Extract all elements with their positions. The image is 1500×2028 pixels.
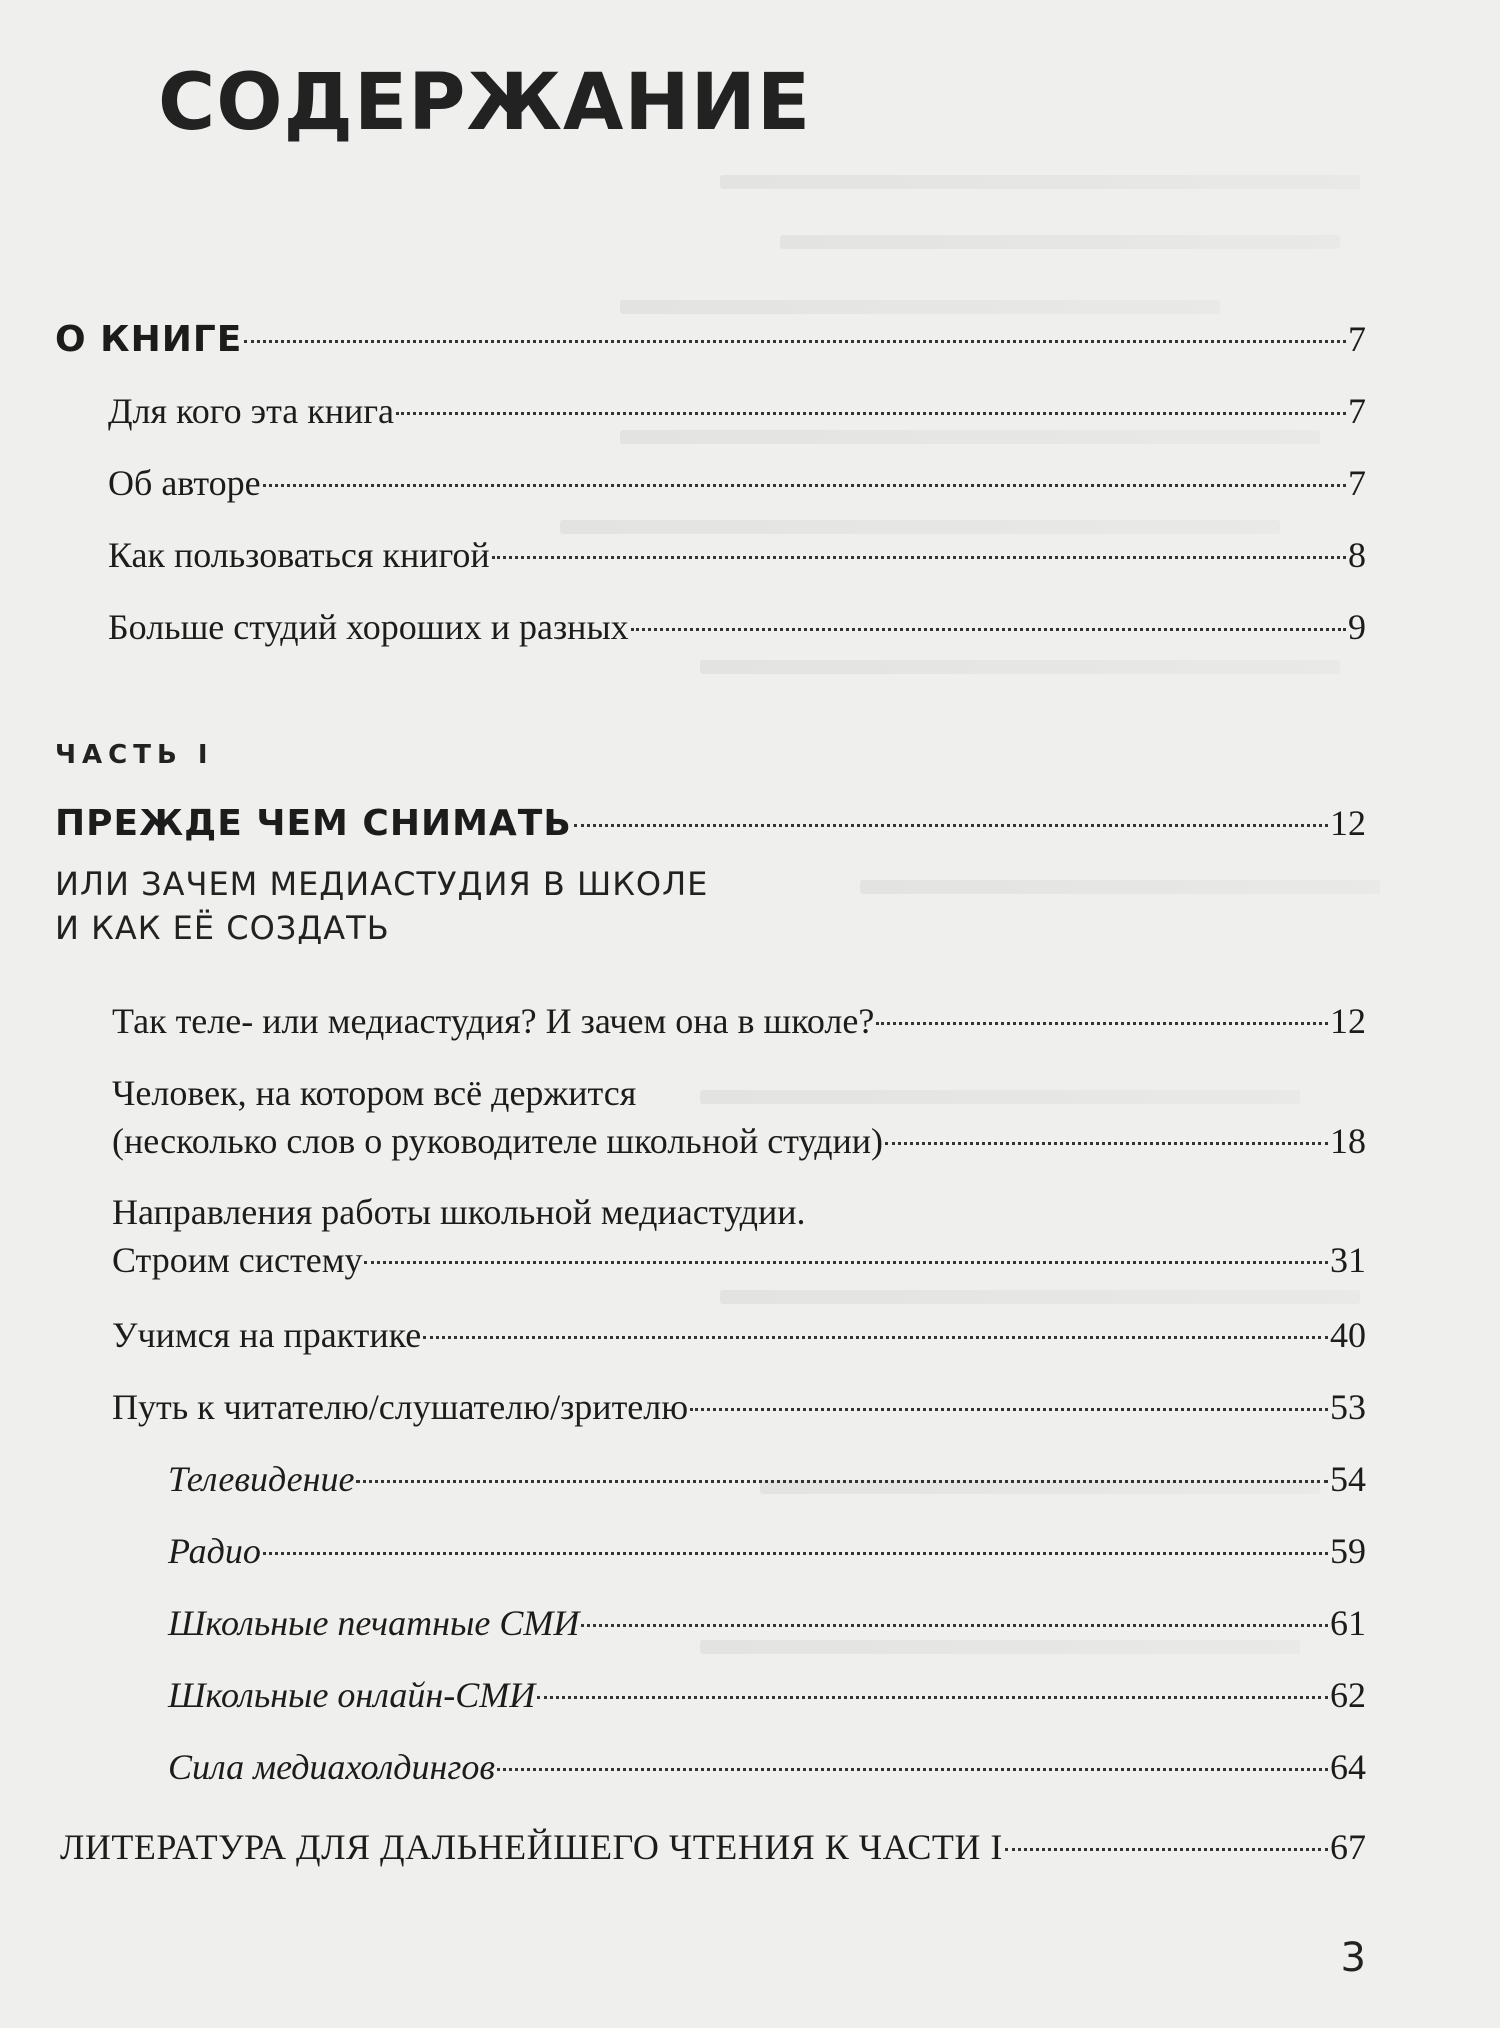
toc-section-about[interactable] (55, 318, 1366, 360)
toc-page: 8 (1348, 535, 1366, 575)
toc-label: ЛИТЕРАТУРА ДЛЯ ДАЛЬНЕЙШЕГО ЧТЕНИЯ К ЧАСТИ I (60, 1827, 1003, 1867)
part-subtitle (55, 862, 708, 950)
toc-subitem[interactable] (168, 1746, 1366, 1788)
leader-dots (396, 412, 1346, 415)
toc-item-multiline[interactable] (112, 1072, 1366, 1161)
part-label: ЧАСТЬ I (55, 740, 214, 770)
toc-item-multiline[interactable] (112, 1191, 1366, 1280)
toc-page: 12 (1330, 803, 1366, 843)
leader-dots (364, 1261, 1328, 1264)
leader-dots (690, 1408, 1328, 1411)
toc-page: 59 (1330, 1531, 1366, 1571)
toc-label-line1: Направления работы школьной медиастудии. (112, 1192, 806, 1232)
toc-page: 64 (1330, 1747, 1366, 1787)
part-subtitle-line: И КАК ЕЁ СОЗДАТЬ (55, 909, 390, 947)
toc-page: 61 (1330, 1603, 1366, 1643)
toc-item[interactable] (112, 1386, 1366, 1428)
toc-item[interactable] (108, 390, 1366, 432)
leader-dots (263, 1552, 1328, 1555)
leader-dots (356, 1480, 1328, 1483)
toc-label: Школьные печатные СМИ (168, 1603, 580, 1643)
toc-subitem[interactable] (168, 1530, 1366, 1572)
toc-page: 9 (1348, 607, 1366, 647)
toc-page: 18 (1330, 1121, 1366, 1161)
toc-label-line2: (несколько слов о руководителе школьной студии) (112, 1121, 884, 1161)
toc-item[interactable] (108, 534, 1366, 576)
toc-page: 7 (1348, 391, 1366, 431)
toc-subitem[interactable] (168, 1674, 1366, 1716)
toc-label: Как пользоваться книгой (108, 535, 490, 575)
leader-dots (497, 1768, 1328, 1771)
leader-dots (492, 556, 1346, 559)
toc-label: Путь к читателю/слушателю/зрителю (112, 1387, 689, 1427)
toc-item[interactable] (108, 606, 1366, 648)
toc-label: Больше студий хороших и разных (108, 607, 629, 647)
toc-page: 54 (1330, 1459, 1366, 1499)
toc-label: Учимся на практике (112, 1315, 422, 1355)
toc-item-line2 (112, 1120, 1366, 1162)
leader-dots (581, 1624, 1328, 1627)
toc-label: Сила медиахолдингов (168, 1747, 496, 1787)
leader-dots (574, 824, 1328, 827)
toc-item-line2 (112, 1239, 1366, 1281)
toc-label: О КНИГЕ (55, 319, 243, 360)
toc-label: Радио (168, 1531, 261, 1571)
toc-label-line2: Строим систему (112, 1240, 363, 1280)
leader-dots (885, 1142, 1328, 1145)
toc-page: 67 (1330, 1827, 1366, 1867)
toc-label: Об авторе (108, 463, 261, 503)
toc-page: 62 (1330, 1675, 1366, 1715)
toc-page: 40 (1330, 1315, 1366, 1355)
leader-dots (876, 1022, 1328, 1025)
toc-label: ПРЕЖДЕ ЧЕМ СНИМАТЬ (55, 803, 572, 844)
toc-item[interactable] (108, 462, 1366, 504)
leader-dots (537, 1696, 1328, 1699)
leader-dots (1005, 1848, 1328, 1851)
toc-literature[interactable] (60, 1826, 1366, 1868)
toc-label: Телевидение (168, 1459, 355, 1499)
toc-part-heading[interactable] (55, 802, 1366, 844)
toc-subitem[interactable] (168, 1602, 1366, 1644)
toc-page: 7 (1348, 319, 1366, 359)
toc-page: 31 (1330, 1240, 1366, 1280)
toc-label-line1: Человек, на котором всё держится (112, 1073, 637, 1113)
toc-label: Так теле- или медиастудия? И зачем она в школе? (112, 1001, 875, 1041)
leader-dots (631, 628, 1346, 631)
leader-dots (423, 1336, 1328, 1339)
page-title: СОДЕРЖАНИЕ (158, 58, 812, 148)
toc-item[interactable] (112, 1314, 1366, 1356)
toc-page: 53 (1330, 1387, 1366, 1427)
toc-item[interactable] (112, 1000, 1366, 1042)
toc-subitem[interactable] (168, 1458, 1366, 1500)
leader-dots (263, 484, 1346, 487)
leader-dots (244, 340, 1346, 343)
part-subtitle-line: ИЛИ ЗАЧЕМ МЕДИАСТУДИЯ В ШКОЛЕ (55, 865, 709, 903)
toc-label: Для кого эта книга (108, 391, 394, 431)
toc-page: 12 (1330, 1001, 1366, 1041)
page-number: 3 (1340, 1935, 1366, 1981)
toc-page: 7 (1348, 463, 1366, 503)
toc-label: Школьные онлайн-СМИ (168, 1675, 536, 1715)
